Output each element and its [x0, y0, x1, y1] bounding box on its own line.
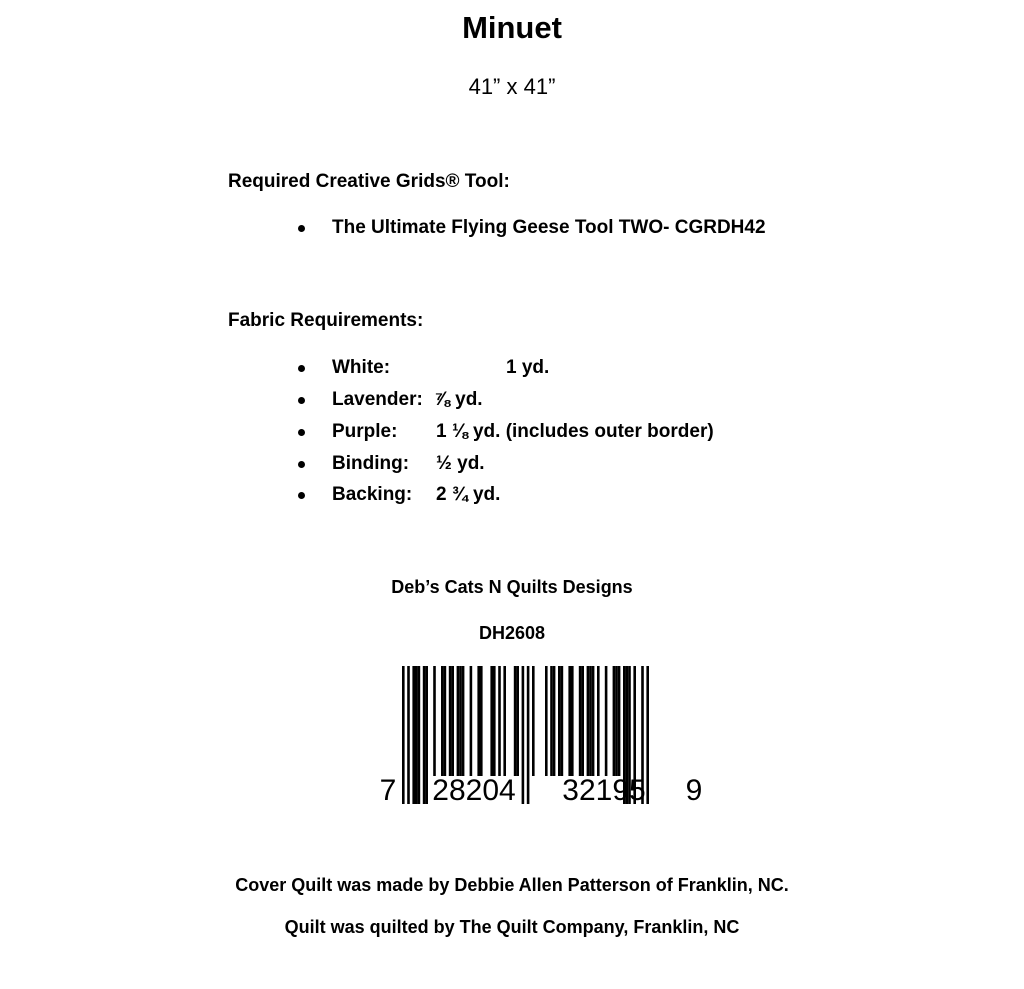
barcode-bar: [561, 666, 564, 776]
barcode-right-digits: 32195: [562, 774, 646, 807]
barcode-bar: [646, 666, 649, 804]
barcode-bar: [550, 666, 553, 776]
barcode-bar: [498, 666, 501, 776]
barcode-left-digits: 28204: [432, 774, 516, 807]
fabric-name: Backing:: [332, 484, 413, 505]
barcode-bar: [433, 666, 436, 776]
barcode-bar: [444, 666, 447, 776]
barcode-bar: [407, 666, 410, 804]
barcode-bar: [418, 666, 421, 804]
barcode-bar: [451, 666, 454, 776]
fabric-amount: 2 ¾ yd.: [436, 484, 501, 505]
barcode-bar: [441, 666, 444, 776]
fabric-amount: 1 yd.: [506, 357, 550, 378]
fabric-name: Purple:: [332, 421, 398, 442]
barcode-bar: [493, 666, 496, 776]
credit-quilted-by: Quilt was quilted by The Quilt Company, Franklin, NC: [284, 917, 740, 937]
bullet-icon: [298, 461, 305, 468]
pattern-code: DH2608: [478, 623, 546, 643]
barcode-bar: [527, 666, 530, 804]
bullet-icon: [298, 397, 305, 404]
barcode-lead-digit: 7: [380, 774, 397, 807]
barcode-bar: [568, 666, 571, 776]
barcode-bar: [462, 666, 465, 776]
bullet-icon: [298, 365, 305, 372]
quilt-size: 41” x 41”: [468, 74, 556, 99]
barcode-bar: [516, 666, 519, 776]
barcode-bar: [459, 666, 462, 776]
barcode-bar: [522, 666, 525, 804]
tool-heading: Required Creative Grids® Tool:: [228, 171, 510, 192]
pattern-title: Minuet: [462, 10, 562, 45]
bullet-icon: [298, 225, 305, 232]
barcode-bar: [425, 666, 428, 804]
barcode-bar: [423, 666, 426, 804]
barcode-bar: [449, 666, 452, 776]
barcode-bar: [581, 666, 584, 776]
credit-cover-quilt: Cover Quilt was made by Debbie Allen Patterson of Franklin, NC.: [235, 875, 789, 895]
barcode-bar: [503, 666, 506, 776]
barcode-bar: [579, 666, 582, 776]
barcode-bar: [477, 666, 480, 776]
barcode-bar: [545, 666, 548, 776]
barcode-bar: [514, 666, 517, 776]
barcode-bar: [613, 666, 616, 776]
tool-item-label: The Ultimate Flying Geese Tool TWO- CGRDH42: [332, 217, 766, 238]
barcode-bar: [589, 666, 592, 776]
fabric-name: White:: [332, 357, 391, 378]
barcode-bar: [618, 666, 621, 776]
bullet-icon: [298, 429, 305, 436]
barcode-bar: [457, 666, 460, 776]
barcode-bar: [558, 666, 561, 776]
fabric-name: Lavender:: [332, 389, 423, 410]
barcode-bar: [592, 666, 595, 776]
barcode-bar: [587, 666, 590, 776]
barcode-bar: [415, 666, 418, 804]
fabric-amount: 1 ⅛ yd. (includes outer border): [436, 421, 714, 442]
barcode-bar: [615, 666, 618, 776]
barcode: [380, 662, 710, 812]
barcode-bar: [571, 666, 574, 776]
fabric-amount: ½ yd.: [436, 453, 485, 474]
barcode-check-digit: 9: [685, 774, 703, 807]
barcode-bar: [553, 666, 556, 776]
designer-name: Deb’s Cats N Quilts Designs: [391, 577, 633, 597]
fabric-amount: ⅞ yd.: [434, 389, 483, 410]
bullet-icon: [298, 492, 305, 499]
fabric-heading: Fabric Requirements:: [228, 310, 424, 331]
barcode-bar: [605, 666, 608, 776]
barcode-bar: [412, 666, 415, 804]
barcode-bar: [402, 666, 405, 804]
fabric-name: Binding:: [332, 453, 410, 474]
barcode-bar: [470, 666, 473, 776]
barcode-graphic: [380, 662, 710, 812]
barcode-bar: [490, 666, 493, 776]
barcode-bar: [532, 666, 535, 776]
barcode-bar: [597, 666, 600, 776]
barcode-bar: [480, 666, 483, 776]
